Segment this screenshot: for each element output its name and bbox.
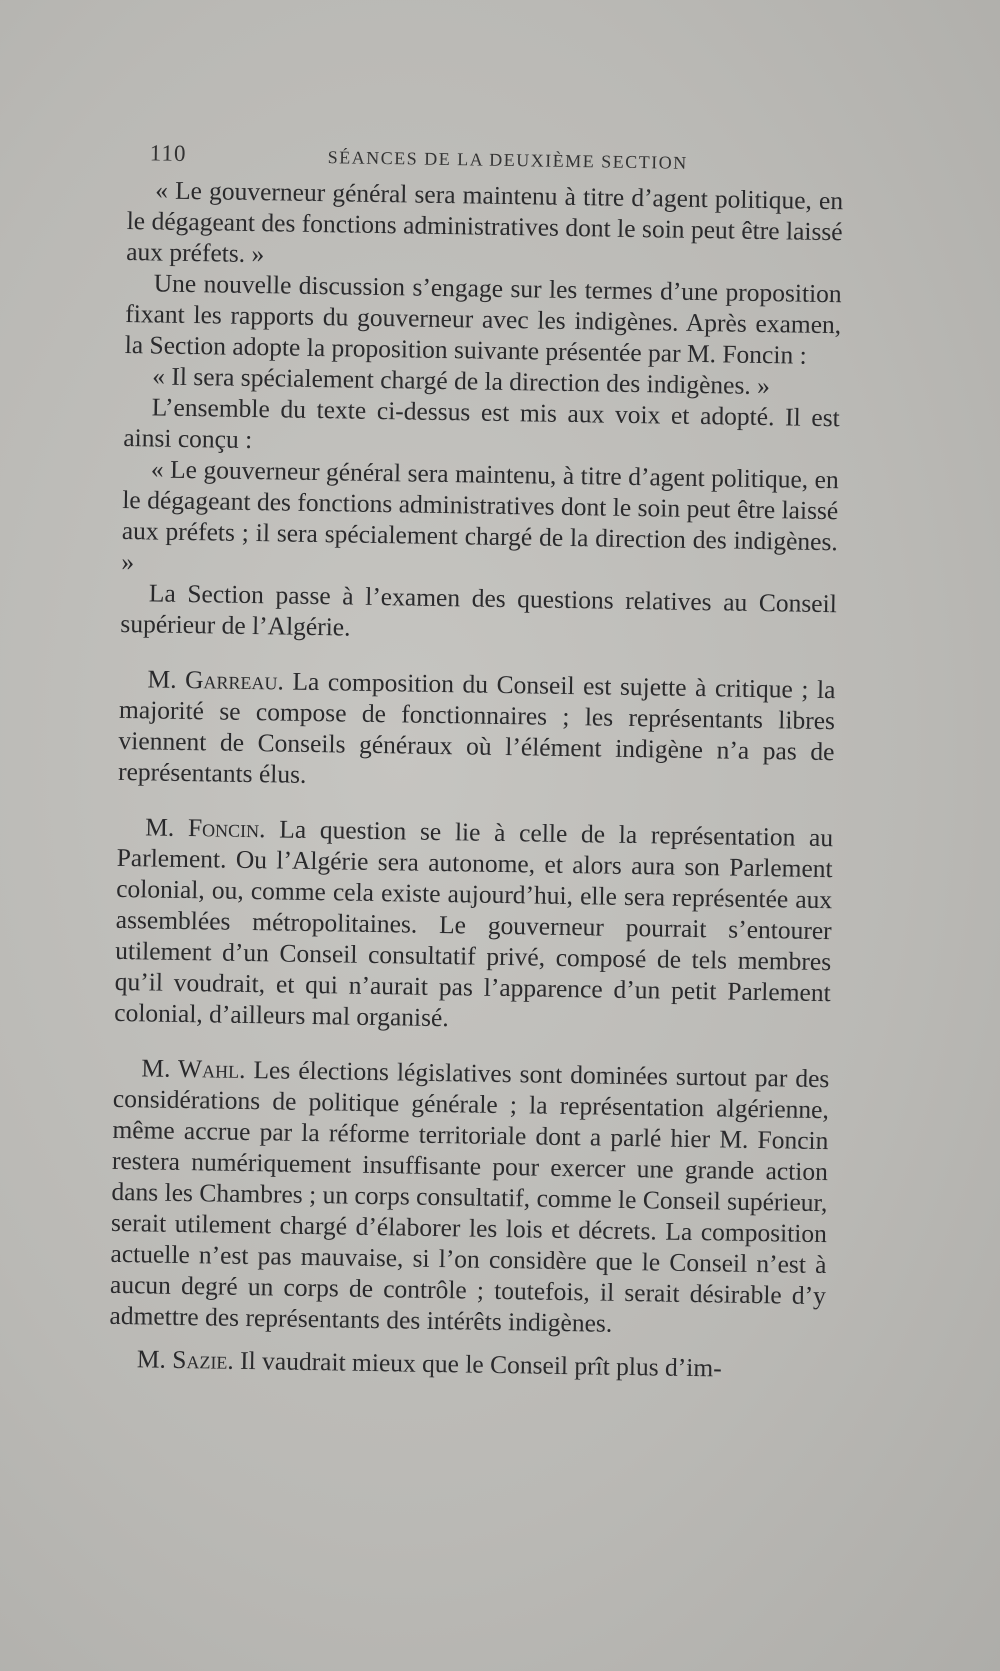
page-content — [109, 140, 844, 1385]
speech-sazie: Il vaudrait mieux que le Conseil prît plus d’im- — [239, 1345, 722, 1383]
paragraph-foncin — [114, 811, 833, 1039]
speech-garreau: La composition du Conseil est sujette à critique ; la majorité se compose de fonctionnaires ; les représentants libres viennent de Conseils généraux où l’élément indigène n’a pas de représentants élus. — [117, 666, 836, 789]
speaker-sazie: M. Sazie. — [136, 1344, 235, 1375]
paragraph-wahl — [109, 1052, 829, 1342]
speech-foncin: La question se lie à celle de la représentation au Parlement. Ou l’Algérie sera autonome, et alors aura son Parlement colonial, ou, comme cela existe aujourd’hui, elle sera représentée aux assemblées métropolitaines. Le gouverneur pourrait s’entourer utilement d’un Conseil consultatif privé, composé de tels membres qu’il voudrait, et qui n’aurait pas l’apparence d’un petit Parlement colonial, d’ailleurs mal organisé. — [114, 814, 834, 1033]
paragraph-quote-direction: « Il sera spécialement chargé de la direction des indigènes. » — [152, 361, 771, 401]
paragraph-vote: L’ensemble du texte ci-dessus est mis aux voix et adopté. Il est ainsi conçu : — [123, 392, 840, 454]
paragraph-adopted-text: « Le gouverneur général sera maintenu, à titre d’agent politique, en le dégageant des fonctions administratives dont le soin peut être laissé aux préfets ; il sera spécialement chargé de la direction des indigènes. » — [121, 454, 839, 577]
paragraph-new-discussion: Une nouvelle discussion s’engage sur les termes d’une proposition fixant les rapports du gouverneur avec les indigènes. Après examen, la Section adopte la proposition suivante présentée par M. Foncin : — [124, 268, 842, 370]
section-title: SÉANCES DE LA DEUXIÈME SECTION — [327, 147, 688, 173]
speaker-wahl: M. Wahl. — [141, 1053, 246, 1084]
speaker-foncin: M. Foncin. — [144, 812, 266, 844]
speaker-garreau: M. Garreau. — [147, 664, 285, 696]
paragraph-sazie — [109, 1343, 825, 1385]
paragraph-quote-governor: « Le gouverneur général sera maintenu à titre d’agent politique, en le dégageant des fonctions administratives dont le soin peut être laissé aux préfets. » — [126, 175, 844, 269]
page-number: 110 — [149, 140, 187, 166]
paragraph-conseil-superieur: La Section passe à l’examen des questions relatives au Conseil supérieur de l’Algérie. — [120, 578, 838, 642]
speech-wahl: Les élections législatives sont dominées surtout par des considérations de politique générale ; la représentation algérienne, même accrue par la réforme territoriale dont a parlé hier M. Foncin restera numériquement insuffisante pour exercer une grande action dans les Chambres ; un corps consultatif, comme le Conseil supérieur, serait utilement chargé d’élaborer les lois et décrets. La composition actuelle n’est pas mauvaise, si l’on considère que le Conseil n’est à aucun degré un corps de contrôle ; toutefois, il serait désirable d’y admettre des représentants des intérêts indigènes. — [109, 1055, 830, 1338]
paragraph-garreau — [118, 663, 836, 798]
